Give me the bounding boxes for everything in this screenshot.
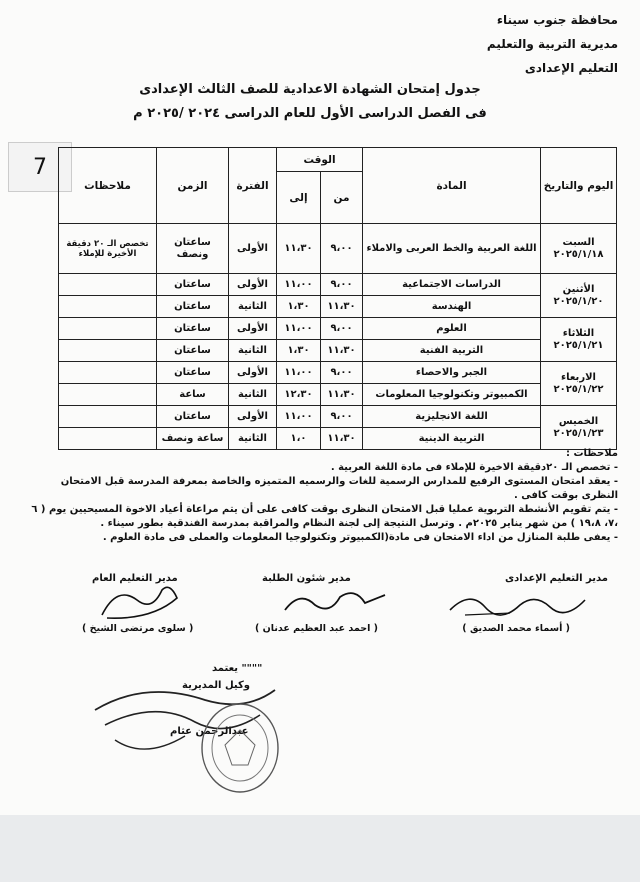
- period-cell: الثانية: [229, 384, 277, 406]
- duration-cell: ساعتان ونصف: [157, 224, 229, 274]
- to-cell: ١،٣٠: [277, 296, 321, 318]
- approval-label: يعتمد """": [212, 663, 263, 674]
- note-item: - يتم تقويم الأنشطة التربوية عمليا قبل الامتحان النظرى بوقت كافى على أن يتم مراعاة أعياد الاخوة المسيحيين يوم ( ٦ ،٧، ١٩،٨ ) من شهر يناير ٢٠٢٥م . وترسل النتيجة إلى لجنة النظام والمراقبة بمدرسة الفندقية بطور سيناء .: [31, 504, 618, 529]
- subject-cell: الهندسة: [363, 296, 541, 318]
- page-number-badge: 7: [8, 142, 72, 192]
- exam-schedule-table: [58, 147, 617, 450]
- table-row: [59, 384, 617, 406]
- to-cell: ١٢،٣٠: [277, 384, 321, 406]
- page-margin: [0, 815, 640, 882]
- table-row: [59, 318, 617, 340]
- day-date: ٢٠٢٥/١/٢١: [553, 339, 604, 351]
- day-cell: [541, 318, 617, 362]
- day-name: الثلاثاء: [562, 327, 595, 339]
- day-name: السبت: [562, 236, 595, 248]
- header-from: من: [321, 172, 363, 224]
- approval-name: عبدالرحمن عثام: [170, 726, 249, 737]
- from-cell: ٩،٠٠: [321, 224, 363, 274]
- day-date: ٢٠٢٥/١/٢٣: [553, 427, 604, 439]
- signatory-title: مدير شئون الطلبة: [262, 573, 351, 584]
- to-cell: ١،٣٠: [277, 340, 321, 362]
- notes-heading: ملاحظات :: [565, 448, 618, 459]
- notes-section: [22, 447, 618, 545]
- duration-cell: ساعتان: [157, 340, 229, 362]
- signature-mark: [440, 585, 590, 625]
- period-cell: الأولى: [229, 362, 277, 384]
- signature-mark: [280, 585, 390, 620]
- document-subtitle: فى الفصل الدراسى الأول للعام الدراسى ٢٠٢٤ /٢٠٢٥ م: [133, 106, 487, 121]
- to-cell: ١١،٠٠: [277, 406, 321, 428]
- notes-cell: [59, 274, 157, 296]
- notes-cell: [59, 296, 157, 318]
- header-to: إلى: [277, 172, 321, 224]
- subject-cell: التربية الفنية: [363, 340, 541, 362]
- signatory-title: مدير التعليم العام: [92, 573, 178, 584]
- note-item: - تخصص الـ ٢٠دقيقة الاخيرة للإملاء فى مادة اللغة العربية .: [330, 462, 618, 473]
- duration-cell: ساعتان: [157, 274, 229, 296]
- day-cell: [541, 406, 617, 450]
- day-date: ٢٠٢٥/١/٢٢: [553, 383, 604, 395]
- from-cell: ٩،٠٠: [321, 318, 363, 340]
- duration-cell: ساعتان: [157, 362, 229, 384]
- duration-cell: ساعتان: [157, 406, 229, 428]
- subject-cell: اللغة العربية والخط العربى والاملاء: [363, 224, 541, 274]
- day-name: الأثنين: [562, 283, 595, 295]
- from-cell: ٩،٠٠: [321, 274, 363, 296]
- signatory-name: ( سلوى مرتضى الشيخ ): [82, 623, 194, 634]
- to-cell: ١١،٠٠: [277, 318, 321, 340]
- header-notes: ملاحظات: [59, 148, 157, 224]
- from-cell: ٩،٠٠: [321, 406, 363, 428]
- table-row: [59, 362, 617, 384]
- header-subject: المادة: [363, 148, 541, 224]
- day-cell: [541, 224, 617, 274]
- signatory-name: ( احمد عبد العظيم عدنان ): [255, 623, 379, 634]
- directorate-label: مديرية التربية والتعليم: [486, 37, 618, 51]
- subject-cell: اللغة الانجليزية: [363, 406, 541, 428]
- department-label: التعليم الإعدادى: [524, 61, 618, 75]
- note-item: - يعفى طلبة المنازل من اداء الامتحان فى مادة(الكمبيوتر وتكنولوجيا المعلومات والعملى فى مادة العلوم .: [102, 532, 618, 543]
- signatory-name: ( أسماء محمد الصديق ): [462, 623, 570, 634]
- from-cell: ١١،٣٠: [321, 384, 363, 406]
- table-row: [59, 274, 617, 296]
- header-day: اليوم والتاريخ: [541, 148, 617, 224]
- duration-cell: ساعة ونصف: [157, 428, 229, 450]
- subject-cell: الدراسات الاجتماعية: [363, 274, 541, 296]
- period-cell: الأولى: [229, 318, 277, 340]
- day-cell: [541, 274, 617, 318]
- duration-cell: ساعتان: [157, 318, 229, 340]
- notes-cell: [59, 406, 157, 428]
- notes-cell: [59, 362, 157, 384]
- to-cell: ١١،٣٠: [277, 224, 321, 274]
- header-time: الوقت: [277, 148, 363, 172]
- table-row: [59, 296, 617, 318]
- notes-cell: [59, 384, 157, 406]
- governorate-label: محافظة جنوب سيناء: [496, 13, 618, 27]
- period-cell: الثانية: [229, 428, 277, 450]
- duration-cell: ساعتان: [157, 296, 229, 318]
- notes-cell: [59, 340, 157, 362]
- from-cell: ١١،٣٠: [321, 428, 363, 450]
- period-cell: الثانية: [229, 340, 277, 362]
- notes-cell: تخصص الـ ٢٠ دقيقة الأخيرة للإملاء: [59, 224, 157, 274]
- official-stamp: [85, 670, 285, 800]
- duration-cell: ساعة: [157, 384, 229, 406]
- day-cell: [541, 362, 617, 406]
- period-cell: الثانية: [229, 296, 277, 318]
- signature-mark: [92, 580, 182, 625]
- period-cell: الأولى: [229, 406, 277, 428]
- table-row: [59, 340, 617, 362]
- notes-cell: [59, 318, 157, 340]
- subject-cell: الكمبيوتر وتكنولوجيا المعلومات: [363, 384, 541, 406]
- to-cell: ١١،٠٠: [277, 362, 321, 384]
- to-cell: ١١،٠٠: [277, 274, 321, 296]
- note-item: - يعقد امتحان المستوى الرفيع للمدارس الرسمية للغات والرسميه المتميزه والخاصة بمعرفة المدرسة قبل الامتحان النظرى بوقت كافى .: [60, 476, 618, 501]
- table-row: [59, 224, 617, 274]
- approval-role: وكيل المديرية: [182, 680, 250, 691]
- from-cell: ١١،٣٠: [321, 296, 363, 318]
- from-cell: ١١،٣٠: [321, 340, 363, 362]
- signatory-title: مدير التعليم الإعدادى: [504, 573, 608, 584]
- table-row: [59, 406, 617, 428]
- to-cell: ١،٠: [277, 428, 321, 450]
- subject-cell: التربية الدينية: [363, 428, 541, 450]
- day-date: ٢٠٢٥/١/٢٠: [553, 295, 604, 307]
- header-period: الفترة: [229, 148, 277, 224]
- from-cell: ٩،٠٠: [321, 362, 363, 384]
- subject-cell: العلوم: [363, 318, 541, 340]
- period-cell: الأولى: [229, 224, 277, 274]
- subject-cell: الجبر والاحصاء: [363, 362, 541, 384]
- period-cell: الأولى: [229, 274, 277, 296]
- day-date: ٢٠٢٥/١/١٨: [553, 248, 604, 260]
- header-duration: الزمن: [157, 148, 229, 224]
- day-name: الاربعاء: [561, 371, 596, 383]
- document-title: جدول إمتحان الشهادة الاعدادية للصف الثالث الإعدادى: [139, 82, 481, 97]
- day-name: الخميس: [558, 415, 599, 427]
